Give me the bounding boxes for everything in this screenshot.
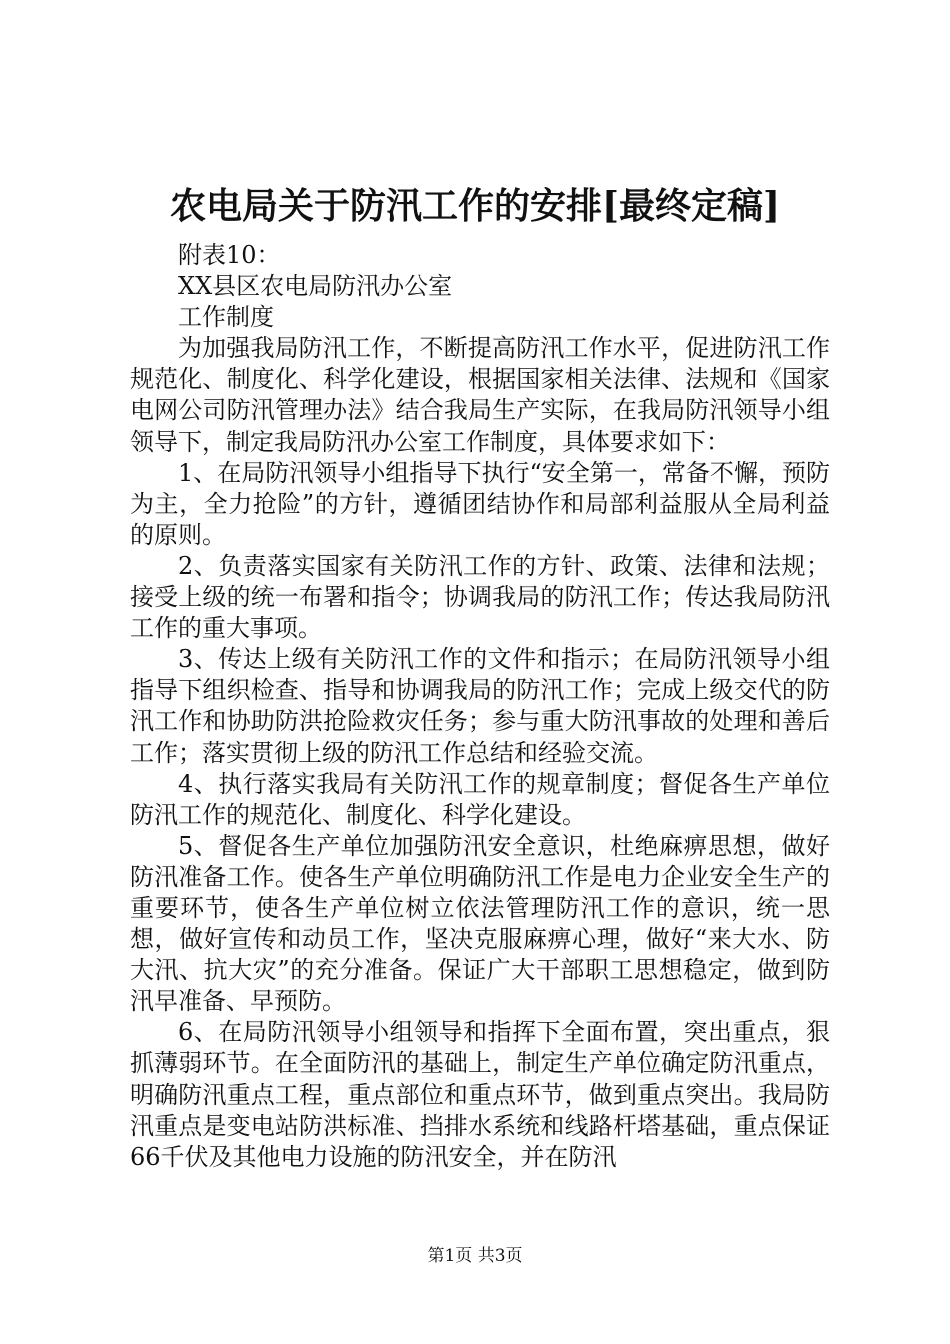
page-footer: 第1页 共3页 [427, 1246, 523, 1266]
rule-paragraph-4: 4、执行落实我局有关防汛工作的规章制度；督促各生产单位防汛工作的规范化、制度化、科学化建设。 [130, 769, 830, 829]
rule-paragraph-3: 3、传达上级有关防汛工作的文件和指示；在局防汛领导小组指导下组织检查、指导和协调我局的防汛工作；完成上级交代的防汛工作和协助防洪抢险救灾任务；参与重大防汛事故的处理和善后工作；落实贯彻上级的防汛工作总结和经验交流。 [130, 645, 830, 767]
document-body [130, 240, 830, 1173]
rule-paragraph-1: 1、在局防汛领导小组指导下执行“安全第一，常备不懈，预防为主，全力抢险”的方针，遵循团结协作和局部利益服从全局利益的原则。 [130, 458, 830, 549]
office-name: XX县区农电局防汛办公室 [178, 272, 453, 301]
intro-paragraph: 为加强我局防汛工作，不断提高防汛工作水平，促进防汛工作规范化、制度化、科学化建设，根据国家相关法律、法规和《国家电网公司防汛管理办法》结合我局生产实际，在我局防汛领导小组领导下，制定我局防汛办公室工作制度，具体要求如下： [130, 334, 830, 456]
section-heading: 工作制度 [178, 303, 274, 332]
rule-paragraph-5: 5、督促各生产单位加强防汛安全意识，杜绝麻痹思想，做好防汛准备工作。使各生产单位明确防汛工作是电力企业安全生产的重要环节，使各生产单位树立依法管理防汛工作的意识，统一思想，做好宣传和动员工作，坚决克服麻痹心理，做好“来大水、防大汛、抗大灾”的充分准备。保证广大干部职工思想稳定，做到防汛早准备、早预防。 [130, 831, 830, 1016]
rule-paragraph-2: 2、负责落实国家有关防汛工作的方针、政策、法律和法规；接受上级的统一布署和指令；协调我局的防汛工作；传达我局防汛工作的重大事项。 [130, 551, 830, 643]
document-title: 农电局关于防汛工作的安排[最终定稿] [169, 185, 781, 227]
rule-paragraph-6: 6、在局防汛领导小组领导和指挥下全面布置，突出重点，狠抓薄弱环节。在全面防汛的基础上，制定生产单位确定防汛重点，明确防汛重点工程，重点部位和重点环节，做到重点突出。我局防汛重点是变电站防洪标准、挡排水系统和线路杆塔基础，重点保证66千伏及其他电力设施的防汛安全，并在防汛 [130, 1018, 830, 1171]
attachment-label: 附表10： [178, 241, 281, 269]
